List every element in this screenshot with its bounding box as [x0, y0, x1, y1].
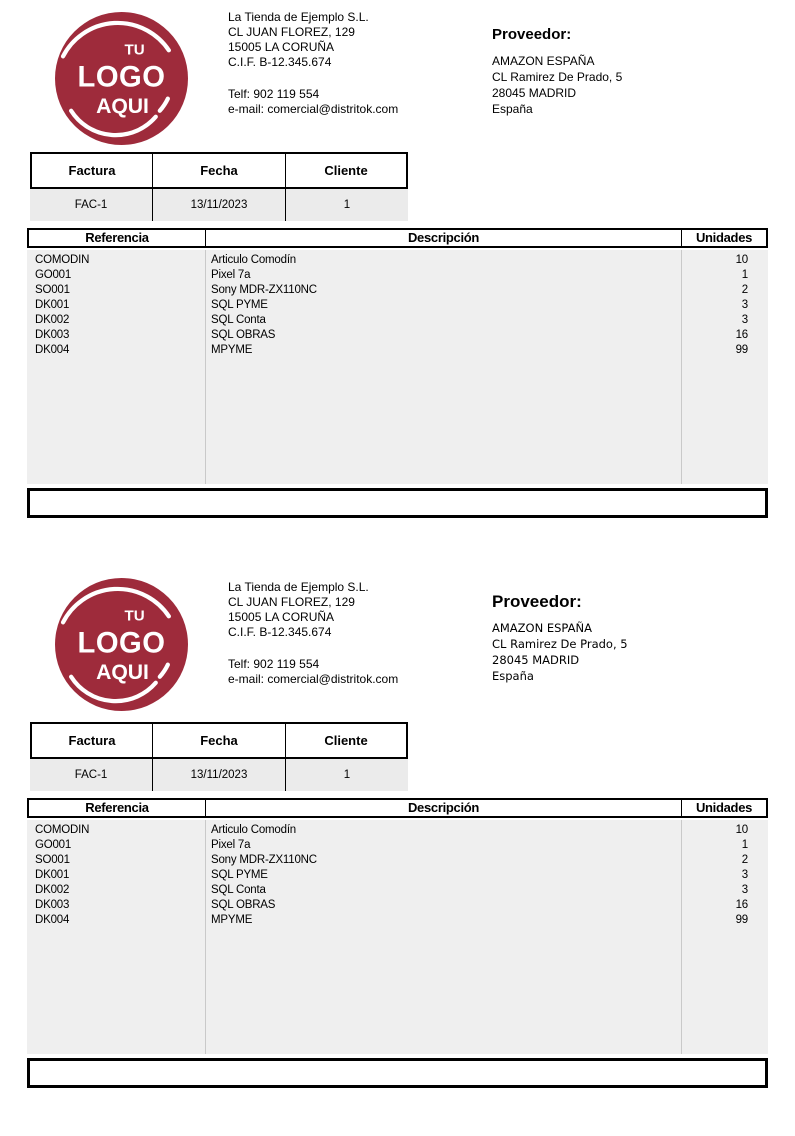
item-ref: GO001 — [35, 269, 72, 281]
header-cliente: Cliente — [285, 154, 406, 187]
item-qty: 16 — [735, 899, 748, 911]
supplier-name: AMAZON ESPAÑA — [492, 621, 592, 635]
invoice-number: FAC-1 — [74, 199, 108, 211]
supplier-city: 28045 MADRID — [492, 86, 577, 100]
item-ref: SO001 — [35, 854, 70, 866]
invoice-info-header-row — [30, 152, 408, 189]
item-desc: Sony MDR-ZX110NC — [211, 854, 317, 866]
item-row — [27, 313, 768, 328]
company-address-city: 15005 LA CORUÑA — [228, 40, 335, 54]
supplier-title: Proveedor: — [492, 26, 572, 43]
company-info — [228, 580, 398, 687]
supplier-title: Proveedor: — [492, 592, 582, 611]
item-qty: 3 — [741, 884, 748, 896]
header-referencia: Referencia — [85, 800, 149, 815]
company-logo — [55, 12, 188, 145]
column-divider — [205, 820, 206, 1054]
item-qty: 3 — [741, 314, 748, 326]
company-email: e-mail: comercial@distritok.com — [228, 672, 399, 686]
item-qty: 3 — [741, 869, 748, 881]
invoice-info-header-row — [30, 722, 408, 759]
item-desc: MPYME — [211, 914, 253, 926]
item-desc: SQL PYME — [211, 869, 268, 881]
header-referencia: Referencia — [85, 230, 149, 245]
header-descripcion: Descripción — [205, 230, 681, 246]
items-body — [27, 250, 768, 484]
item-ref: DK001 — [35, 299, 70, 311]
logo-word-aqui: AQUI — [96, 94, 149, 118]
column-divider — [681, 820, 682, 1054]
invoice-date: 13/11/2023 — [152, 189, 285, 221]
header-unidades: Unidades — [681, 230, 766, 246]
item-desc: Pixel 7a — [211, 269, 251, 281]
items-header-row — [27, 228, 768, 248]
company-cif: C.I.F. B-12.345.674 — [228, 55, 332, 69]
company-name: La Tienda de Ejemplo S.L. — [228, 10, 369, 24]
invoice-info-value-row — [30, 189, 408, 221]
item-ref: DK002 — [35, 884, 70, 896]
item-qty: 1 — [741, 839, 748, 851]
company-cif: C.I.F. B-12.345.674 — [228, 625, 332, 639]
company-phone: Telf: 902 119 554 — [228, 87, 320, 101]
item-ref: COMODIN — [35, 824, 90, 836]
header-fecha: Fecha — [152, 724, 285, 757]
company-address-street: CL JUAN FLOREZ, 129 — [228, 595, 355, 609]
company-name: La Tienda de Ejemplo S.L. — [228, 580, 369, 594]
item-row — [27, 283, 768, 298]
item-ref: DK002 — [35, 314, 70, 326]
item-row — [27, 838, 768, 853]
item-desc: SQL OBRAS — [211, 329, 276, 341]
logo-graphic — [55, 12, 188, 145]
invoice-copy-2 — [0, 570, 795, 1136]
item-row — [27, 913, 768, 928]
supplier-country: España — [492, 102, 533, 116]
item-ref: DK001 — [35, 869, 70, 881]
item-qty: 99 — [735, 344, 748, 356]
client-number: 1 — [285, 189, 408, 221]
item-row — [27, 868, 768, 883]
invoice-info-table — [30, 152, 408, 221]
item-row — [27, 898, 768, 913]
supplier-section — [492, 592, 628, 684]
item-ref: DK004 — [35, 914, 70, 926]
item-ref: DK003 — [35, 329, 70, 341]
header-cliente: Cliente — [285, 724, 406, 757]
logo-graphic — [55, 578, 188, 711]
items-header-row — [27, 798, 768, 818]
footer-empty-box — [27, 488, 768, 518]
item-row — [27, 268, 768, 283]
item-desc: Articulo Comodín — [211, 824, 297, 836]
invoice-info-value-row — [30, 759, 408, 791]
item-row — [27, 328, 768, 343]
item-qty: 10 — [735, 254, 748, 266]
item-qty: 2 — [741, 854, 748, 866]
item-desc: Sony MDR-ZX110NC — [211, 284, 317, 296]
supplier-street: CL Ramirez De Prado, 5 — [492, 637, 628, 651]
item-qty: 99 — [735, 914, 748, 926]
item-row — [27, 823, 768, 838]
item-row — [27, 253, 768, 268]
items-table — [27, 798, 768, 1054]
company-email: e-mail: comercial@distritok.com — [228, 102, 399, 116]
item-desc: MPYME — [211, 344, 253, 356]
item-ref: DK003 — [35, 899, 70, 911]
company-address-street: CL JUAN FLOREZ, 129 — [228, 25, 355, 39]
company-address-city: 15005 LA CORUÑA — [228, 610, 335, 624]
header-unidades: Unidades — [681, 800, 766, 816]
item-qty: 10 — [735, 824, 748, 836]
item-row — [27, 298, 768, 313]
supplier-name: AMAZON ESPAÑA — [492, 54, 595, 68]
item-row — [27, 853, 768, 868]
item-desc: SQL Conta — [211, 884, 266, 896]
item-row — [27, 883, 768, 898]
item-qty: 2 — [741, 284, 748, 296]
company-logo — [55, 578, 188, 711]
logo-word-logo: LOGO — [77, 627, 166, 660]
footer-empty-box — [27, 1058, 768, 1088]
supplier-country: España — [492, 669, 534, 683]
item-desc: SQL Conta — [211, 314, 266, 326]
item-qty: 16 — [735, 329, 748, 341]
supplier-section — [492, 26, 622, 117]
logo-word-aqui: AQUI — [96, 660, 149, 684]
item-ref: DK004 — [35, 344, 70, 356]
company-info — [228, 10, 398, 117]
item-ref: SO001 — [35, 284, 70, 296]
item-row — [27, 343, 768, 358]
item-qty: 1 — [741, 269, 748, 281]
header-descripcion: Descripción — [205, 800, 681, 816]
header-factura: Factura — [68, 163, 116, 178]
items-body — [27, 820, 768, 1054]
logo-word-tu: TU — [124, 41, 145, 59]
item-desc: Articulo Comodín — [211, 254, 297, 266]
client-number: 1 — [285, 759, 408, 791]
items-table — [27, 228, 768, 484]
item-qty: 3 — [741, 299, 748, 311]
company-phone: Telf: 902 119 554 — [228, 657, 320, 671]
item-desc: SQL OBRAS — [211, 899, 276, 911]
invoice-info-table — [30, 722, 408, 791]
column-divider — [681, 250, 682, 484]
invoice-date: 13/11/2023 — [152, 759, 285, 791]
item-desc: Pixel 7a — [211, 839, 251, 851]
supplier-city: 28045 MADRID — [492, 653, 580, 667]
invoice-copy-1 — [0, 0, 795, 566]
item-ref: GO001 — [35, 839, 72, 851]
item-desc: SQL PYME — [211, 299, 268, 311]
logo-word-tu: TU — [124, 607, 145, 625]
supplier-street: CL Ramirez De Prado, 5 — [492, 70, 623, 84]
logo-word-logo: LOGO — [77, 61, 166, 94]
item-ref: COMODIN — [35, 254, 90, 266]
header-factura: Factura — [68, 733, 116, 748]
column-divider — [205, 250, 206, 484]
header-fecha: Fecha — [152, 154, 285, 187]
invoice-number: FAC-1 — [74, 769, 108, 781]
